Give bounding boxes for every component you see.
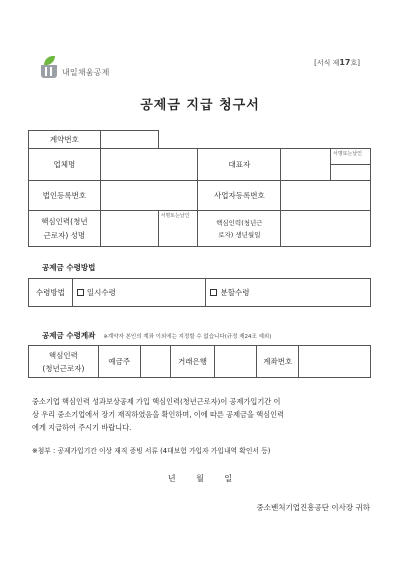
account-holder-field[interactable] (140, 346, 170, 378)
worker-birth-label: 핵심인력(청년근 로자) 생년월일 (198, 211, 281, 247)
corp-reg-no-label: 법인등록번호 (29, 181, 101, 211)
worker-signature-hint: 서명또는날인 (158, 211, 198, 247)
representative-label: 대표자 (198, 149, 281, 181)
contract-no-field[interactable] (100, 131, 158, 149)
date-line: 년 월 일 (167, 474, 233, 483)
contract-no-label: 계약번호 (29, 131, 101, 149)
worker-name-field[interactable] (100, 211, 158, 247)
account-note: ※계약자 본인의 계좌 이외에는 지정할 수 없습니다(규정 제24조 예외) (103, 334, 272, 340)
worker-birth-field[interactable] (281, 211, 371, 247)
representative-field[interactable] (281, 149, 331, 181)
applicant-info-table (28, 130, 371, 247)
installment-checkbox[interactable] (210, 289, 217, 296)
account-worker-label: 핵심인력 (청년근로자) (29, 346, 99, 378)
recipient: 중소벤처기업진흥공단 이사장 귀하 (256, 503, 370, 512)
company-name-label: 업체명 (29, 149, 101, 181)
logo (40, 56, 110, 78)
account-holder-label: 예금주 (98, 346, 140, 378)
page-title: 공제금 지급 청구서 (140, 98, 260, 113)
representative-signature-hint: 서명또는날인 (331, 149, 371, 165)
logo-cup-icon (40, 56, 58, 78)
form-number: [서식 제17호] (314, 58, 360, 67)
bank-field[interactable] (215, 346, 257, 378)
receipt-method-table (28, 278, 371, 307)
receipt-method-label: 수령방법 (29, 279, 73, 307)
installment-option[interactable]: 분할수령 (206, 279, 371, 307)
account-no-label: 계좌번호 (257, 346, 299, 378)
lump-sum-checkbox[interactable] (77, 289, 84, 296)
corp-reg-no-field[interactable] (100, 181, 198, 211)
biz-reg-no-label: 사업자등록번호 (198, 181, 281, 211)
logo-text: 내일채움공제 (62, 68, 110, 77)
account-section-title: 공제금 수령계좌 ※계약자 본인의 계좌 이외에는 지정할 수 없습니다(규정 제24조 예외) (42, 331, 272, 340)
account-no-field[interactable] (299, 346, 371, 378)
company-name-field[interactable] (100, 149, 198, 181)
method-section-title: 공제금 수령방법 (42, 263, 96, 272)
bank-label: 거래은행 (170, 346, 215, 378)
attachment-note: ※첨부 : 공제가입기간 이상 재직 증빙 서류 (4대보험 가입자 가입내역 확인서 등) (32, 447, 271, 455)
worker-name-label: 핵심인력(청년 근로자) 성명 (29, 211, 101, 247)
representative-signature-box[interactable] (331, 165, 371, 181)
lump-sum-option[interactable]: 일시수령 (72, 279, 206, 307)
receipt-account-table (28, 345, 371, 378)
request-statement: 중소기업 핵심인력 성과보상공제 가입 핵심인력(청년근로자)이 공제가입기간 이 상 우리 중소기업에서 장기 재직하였음을 확인하며, 이에 따른 공제금을 핵심인력 에게 지급하여 주시기 바랍니다. (32, 397, 284, 432)
biz-reg-no-field[interactable] (281, 181, 371, 211)
